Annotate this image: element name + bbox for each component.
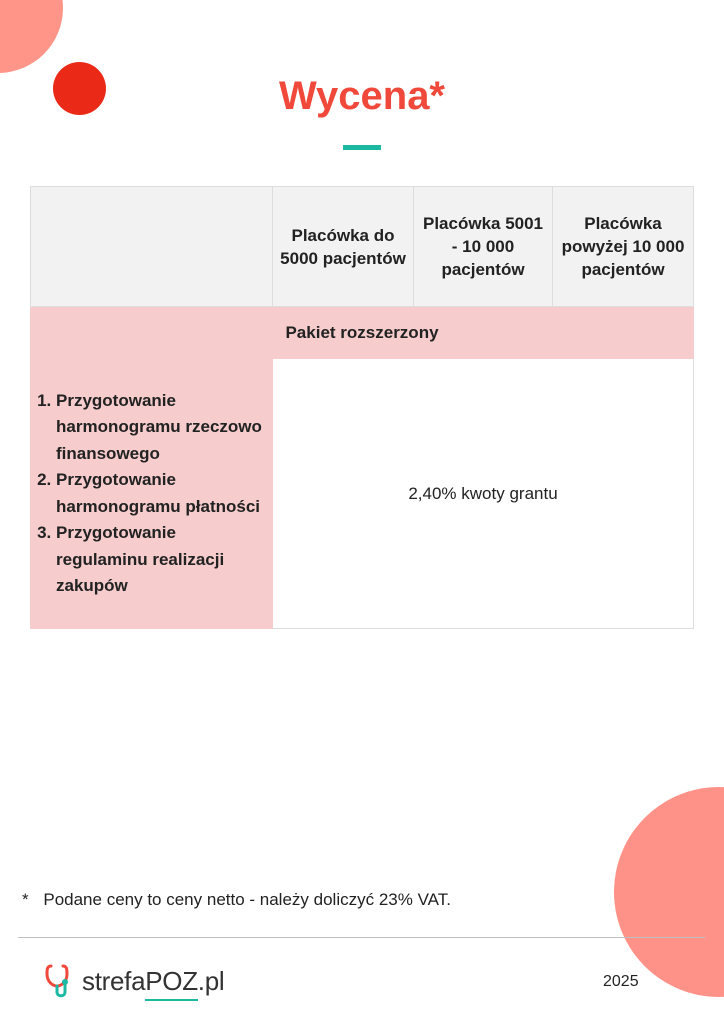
scope-list [31,388,272,600]
decorative-circle-top-left [0,0,63,73]
header-cell-small-clinic: Placówka do 5000 pacjentów [273,187,414,307]
footnote-marker: * [22,890,29,909]
logo-text: strefaPOZ.pl [82,965,225,996]
list-item: 1. Przygotowanie harmonogramu rzeczowo finansowego [56,388,272,468]
decorative-circle-bottom-right [614,787,724,997]
stethoscope-icon [44,962,80,1000]
pricing-table [30,186,694,629]
page-title: Wycena* [278,74,445,118]
footer-divider [18,937,705,938]
title-underline [343,145,381,150]
header-cell-medium-clinic: Placówka 5001 - 10 000 pacjentów [414,187,553,307]
list-item: 2. Przygotowanie harmonogramu płatności [56,467,272,520]
header-cell-large-clinic: Placówka powyżej 10 000 pacjentów [553,187,694,307]
list-item: 3. Przygotowanie regulaminu realizacji zakupów [56,520,272,600]
footnote [22,890,451,910]
header-cell-empty [31,187,273,307]
footnote-text: Podane ceny to ceny netto - należy doliczyć 23% VAT. [43,890,451,909]
table-row [31,359,694,629]
brand-logo [44,961,224,1001]
scope-cell [31,359,273,629]
section-row [31,307,694,359]
price-value-cell: 2,40% kwoty grantu [273,359,694,629]
footer-year: 2025 [603,973,639,990]
table-header-row [31,187,694,307]
section-label: Pakiet rozszerzony [31,307,694,359]
